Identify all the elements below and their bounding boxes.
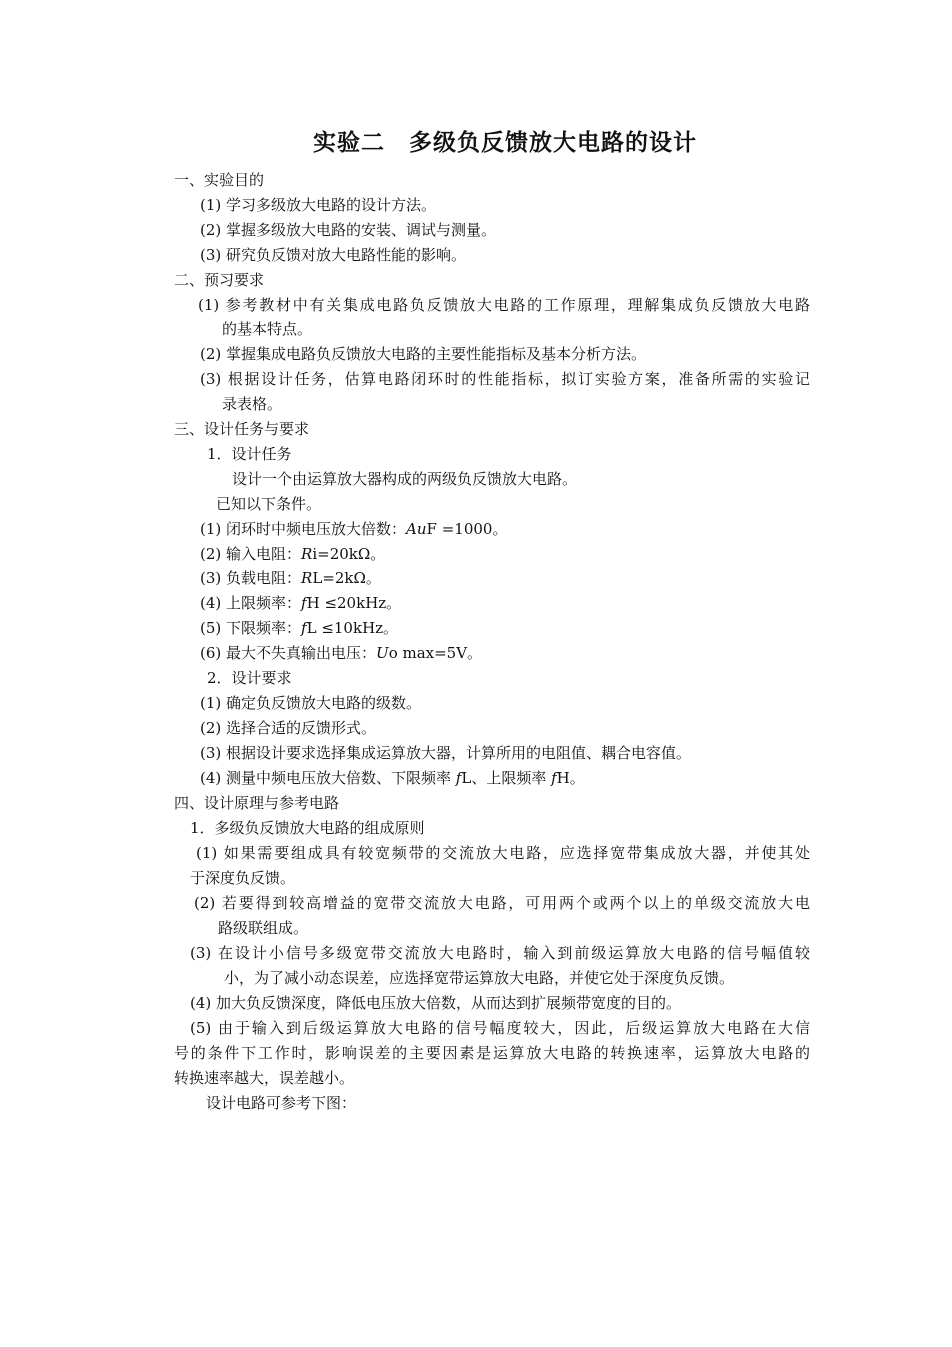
requirement-item: (3) 根据设计要求选择集成运算放大器，计算所用的电阻值、耦合电容值。: [200, 744, 692, 762]
document-title: 实验二 多级负反馈放大电路的设计: [313, 129, 697, 156]
condition-upper-frequency: (4) 上限频率：fH ≤20kHz。: [200, 594, 402, 612]
requirement-item: (2) 选择合适的反馈形式。: [200, 719, 377, 737]
section-heading-objectives: 一、实验目的: [174, 171, 265, 189]
condition-input-resistance: (2) 输入电阻：Ri=20kΩ。: [200, 545, 386, 563]
preview-item: (2) 掌握集成电路负反馈放大电路的主要性能指标及基本分析方法。: [200, 345, 647, 363]
section-heading-principle: 四、设计原理与参考电路: [174, 794, 340, 812]
objective-item: (3) 研究负反馈对放大电路性能的影响。: [200, 246, 467, 264]
subheading-design-requirements: 2．设计要求: [207, 669, 292, 687]
condition-max-output: (6) 最大不失真输出电压：Uo max=5V。: [200, 644, 483, 662]
objective-item: (2) 掌握多级放大电路的安装、调试与测量。: [200, 221, 497, 239]
preview-item: (3) 根据设计任务，估算电路闭环时的性能指标，拟订实验方案，准备所需的实验记: [200, 370, 810, 388]
principle-paragraph: (1) 如果需要组成具有较宽频带的交流放大电路，应选择宽带集成放大器，并使其处: [196, 844, 810, 862]
preview-item: (1) 参考教材中有关集成电路负反馈放大电路的工作原理，理解集成负反馈放大电路: [198, 296, 810, 314]
requirement-item: (1) 确定负反馈放大电路的级数。: [200, 694, 422, 712]
principle-paragraph: (2) 若要得到较高增益的宽带交流放大电路，可用两个或两个以上的单级交流放大电: [194, 894, 810, 912]
objective-item: (1) 学习多级放大电路的设计方法。: [200, 196, 437, 214]
principle-paragraph: (4) 加大负反馈深度，降低电压放大倍数，从而达到扩展频带宽度的目的。: [190, 994, 682, 1012]
condition-lower-frequency: (5) 下限频率：fL ≤10kHz。: [200, 619, 399, 637]
condition-load-resistance: (3) 负载电阻：RL=2kΩ。: [200, 569, 381, 587]
preview-item-continued: 的基本特点。: [222, 320, 313, 338]
section-heading-task: 三、设计任务与要求: [174, 420, 310, 438]
reference-circuit-note: 设计电路可参考下图：: [206, 1094, 357, 1112]
task-description: 设计一个由运算放大器构成的两级负反馈放大电路。: [232, 470, 578, 488]
known-conditions-intro: 已知以下条件。: [216, 495, 322, 513]
preview-item-continued: 录表格。: [222, 395, 283, 413]
subheading-design-task: 1．设计任务: [207, 445, 292, 463]
principle-paragraph-continued: 转换速率越大，误差越小。: [174, 1069, 355, 1087]
principle-paragraph-continued: 于深度负反馈。: [190, 869, 296, 887]
principle-paragraph-continued: 路级联组成。: [218, 919, 309, 937]
principle-paragraph: (3) 在设计小信号多级宽带交流放大电路时，输入到前级运算放大电路的信号幅值较: [190, 944, 810, 962]
subheading-composition-principle: 1．多级负反馈放大电路的组成原则: [190, 819, 425, 837]
condition-gain: (1) 闭环时中频电压放大倍数：AuF =1000。: [200, 520, 508, 538]
principle-paragraph-continued: 号的条件下工作时，影响误差的主要因素是运算放大电路的转换速率，运算放大电路的: [174, 1044, 810, 1062]
principle-paragraph-continued: 小，为了减小动态误差，应选择宽带运算放大电路，并使它处于深度负反馈。: [224, 969, 735, 987]
requirement-item: (4) 测量中频电压放大倍数、下限频率 fL、上限频率 fH。: [200, 769, 585, 787]
section-heading-preview: 二、预习要求: [174, 271, 265, 289]
principle-paragraph: (5) 由于输入到后级运算放大电路的信号幅度较大，因此，后级运算放大电路在大信: [190, 1019, 810, 1037]
